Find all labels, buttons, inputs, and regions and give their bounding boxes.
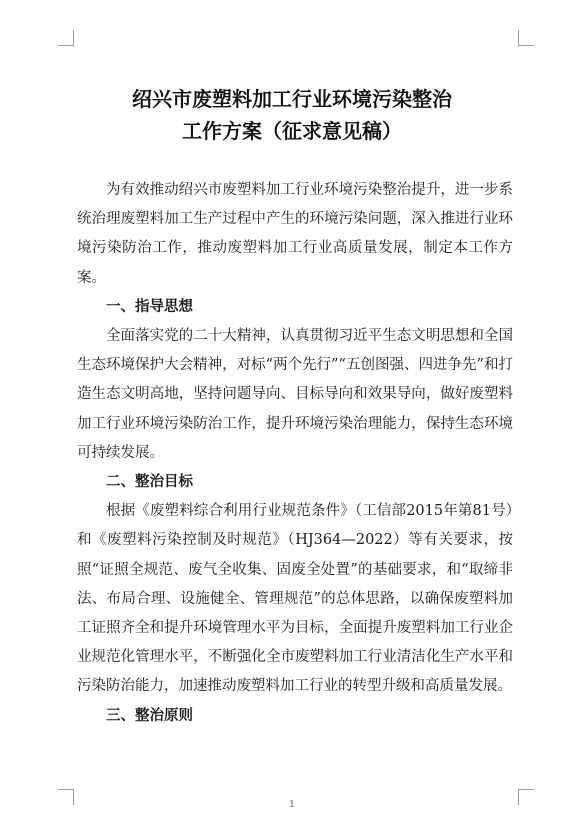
section-heading-principles: 三、整治原则 bbox=[106, 707, 193, 724]
document-title-line-2: 工作方案（征求意见稿） bbox=[182, 119, 402, 143]
crop-mark-top-right bbox=[518, 30, 534, 46]
document-title-line-1: 绍兴市废塑料加工行业环境污染整治 bbox=[132, 87, 452, 111]
section-paragraph-guiding-ideology: 全面落实党的二十大精神，认真贯彻习近平生态文明思想和全国生态环境保护大会精神，对标“两个先行”“五创图强、四进争先”和打造生态文明高地，坚持问题导向、目标导向和效果导向，做好废塑料加工行业环境污染防治工作，提升环境污染治理能力，保持生态环境可持续发展。 bbox=[77, 328, 513, 461]
section-paragraph-goals: 根据《废塑料综合利用行业规范条件》（工信部2015年第81号）和《废塑料污染控制及时规范》（HJ364—2022）等有关要求，按照“证照全规范、废气全收集、固废全处置”的基础要求，和“取缔非法、布局合理、设施健全、管理规范”的总体思路，以确保废塑料加工证照齐全和提升环境管理水平为目标，全面提升废塑料加工行业企业规范化管理水平，不断强化全市废塑料加工行业清洁化生产水平和污染防治能力，加速推动废塑料加工行业的转型升级和高质量发展。 bbox=[77, 503, 513, 695]
document-body bbox=[77, 176, 513, 731]
page-number: 1 bbox=[289, 800, 295, 810]
crop-mark-top-left bbox=[58, 30, 74, 46]
section-heading-goals: 二、整治目标 bbox=[106, 474, 193, 491]
section-heading-guiding-ideology: 一、指导思想 bbox=[106, 298, 193, 315]
intro-paragraph: 为有效推动绍兴市废塑料加工行业环境污染整治提升，进一步系统治理废塑料加工生产过程中产生的环境污染问题，深入推进行业环境污染防治工作，推动废塑料加工行业高质量发展，制定本工作方案。 bbox=[77, 182, 513, 286]
